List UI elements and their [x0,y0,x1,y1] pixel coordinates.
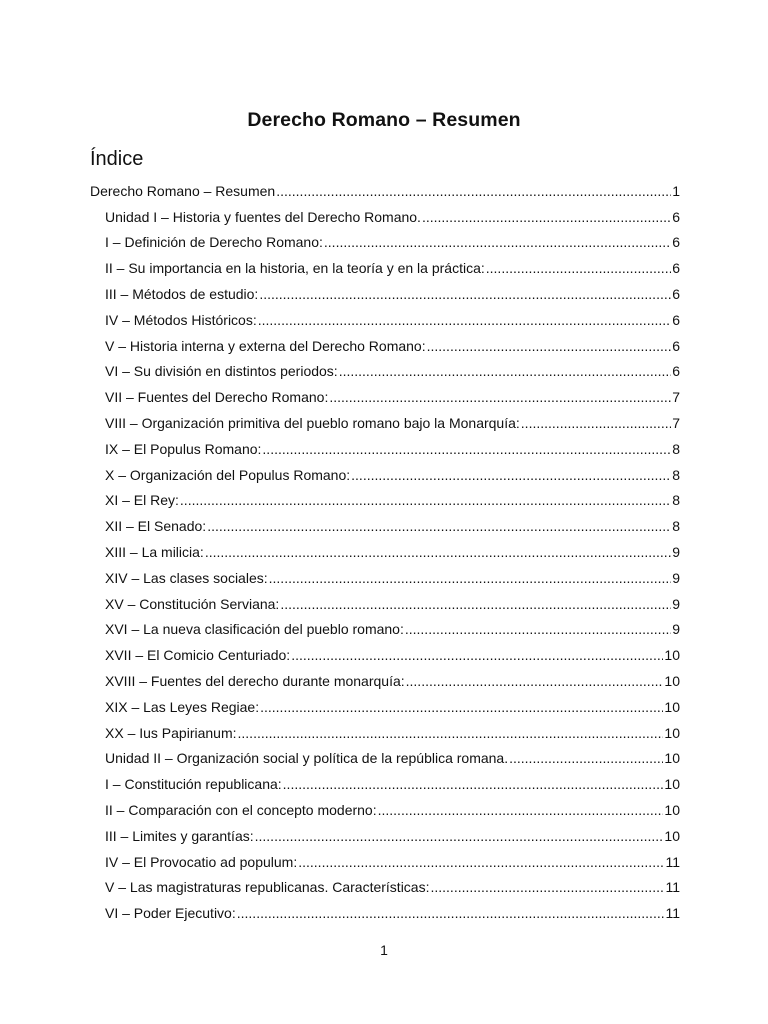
toc-dot-leader [324,233,671,251]
toc-dot-leader [298,853,664,871]
toc-dot-leader [280,595,671,613]
toc-entry-title: XI – El Rey: [105,492,179,509]
toc-entry-page: 9 [672,543,680,560]
toc-entry-title: XVIII – Fuentes del derecho durante monarquía: [105,672,405,689]
toc-entry[interactable] [90,174,680,200]
toc-entry[interactable] [90,638,680,664]
toc-entry[interactable] [90,871,680,897]
toc-entry-title: XV – Constitución Serviana: [105,595,280,612]
toc-entry-page: 6 [672,234,680,251]
toc-entry[interactable] [90,509,680,535]
toc-entry-page: 8 [672,492,680,509]
toc-entry[interactable] [90,277,680,303]
toc-dot-leader [255,827,664,845]
toc-entry-title: V – Historia interna y externa del Derecho Romano: [105,337,426,354]
toc-entry-title: III – Limites y garantías: [105,827,254,844]
toc-dot-leader [509,749,663,767]
toc-entry-page: 10 [664,750,680,767]
toc-dot-leader [180,491,671,509]
table-of-contents [90,174,680,922]
toc-entry-title: XVI – La nueva clasificación del pueblo romano: [105,621,404,638]
toc-dot-leader [260,698,663,716]
toc-entry-title: IV – Métodos Históricos: [105,311,257,328]
toc-entry-title: VII – Fuentes del Derecho Romano: [105,389,329,406]
toc-entry-page: 10 [664,647,680,664]
toc-entry[interactable] [90,406,680,432]
toc-entry[interactable] [90,767,680,793]
toc-entry-title: XIV – Las clases sociales: [105,569,268,586]
toc-entry-page: 6 [672,208,680,225]
toc-dot-leader [238,724,664,742]
toc-entry[interactable] [90,664,680,690]
toc-entry-title: II – Su importancia en la historia, en la teoría y en la práctica: [105,260,485,277]
toc-entry-title: V – Las magistraturas republicanas. Características: [105,879,430,896]
document-title: Derecho Romano – Resumen [247,109,521,131]
toc-dot-leader [406,672,664,690]
toc-entry-page: 1 [672,182,680,199]
toc-entry-page: 6 [672,260,680,277]
toc-entry-title: I – Constitución republicana: [105,776,282,793]
toc-dot-leader [276,182,671,200]
toc-dot-leader [378,801,664,819]
toc-entry-page: 6 [672,311,680,328]
toc-entry-title: VI – Poder Ejecutivo: [105,905,236,922]
toc-entry-page: 10 [664,827,680,844]
toc-entry[interactable] [90,819,680,845]
toc-entry[interactable] [90,587,680,613]
toc-entry-page: 8 [672,518,680,535]
toc-dot-leader [427,337,672,355]
toc-dot-leader [259,285,671,303]
toc-entry-page: 11 [665,853,680,870]
toc-entry-title: Unidad I – Historia y fuentes del Derecho Romano. [105,208,421,225]
toc-entry-title: IX – El Populus Romano: [105,440,262,457]
toc-entry-page: 6 [672,363,680,380]
toc-entry[interactable] [90,200,680,226]
toc-entry-title: VIII – Organización primitiva del pueblo romano bajo la Monarquía: [105,414,520,431]
toc-entry-page: 6 [672,285,680,302]
toc-entry-title: X – Organización del Populus Romano: [105,466,351,483]
toc-entry-page: 10 [664,801,680,818]
toc-dot-leader [269,569,672,587]
toc-dot-leader [283,775,664,793]
toc-entry-page: 10 [664,698,680,715]
toc-entry[interactable] [90,484,680,510]
toc-entry-title: II – Comparación con el concepto moderno: [105,801,377,818]
toc-entry[interactable] [90,355,680,381]
toc-entry-page: 6 [672,337,680,354]
toc-dot-leader [205,543,671,561]
toc-heading: Índice [90,148,144,170]
toc-entry[interactable] [90,561,680,587]
toc-dot-leader [422,208,671,226]
toc-entry-title: XVII – El Comicio Centuriado: [105,647,291,664]
toc-entry[interactable] [90,432,680,458]
toc-dot-leader [405,620,671,638]
toc-entry[interactable] [90,793,680,819]
toc-dot-leader [291,646,663,664]
toc-entry[interactable] [90,535,680,561]
toc-entry[interactable] [90,613,680,639]
toc-entry-title: XIX – Las Leyes Regiae: [105,698,260,715]
toc-entry-title: VI – Su división en distintos periodos: [105,363,338,380]
toc-entry-title: IV – El Provocatio ad populum: [105,853,298,870]
toc-entry-page: 11 [665,905,680,922]
toc-dot-leader [262,440,671,458]
toc-entry-page: 7 [672,389,680,406]
toc-entry-title: XX – Ius Papirianum: [105,724,237,741]
page-number: 1 [380,942,388,958]
toc-entry[interactable] [90,742,680,768]
toc-entry[interactable] [90,458,680,484]
toc-entry-page: 8 [672,440,680,457]
toc-entry-page: 7 [672,414,680,431]
toc-entry[interactable] [90,380,680,406]
toc-entry[interactable] [90,251,680,277]
toc-entry-page: 9 [672,569,680,586]
toc-entry[interactable] [90,845,680,871]
toc-dot-leader [258,311,671,329]
toc-entry-page: 10 [664,672,680,689]
toc-entry-title: Derecho Romano – Resumen [90,182,276,199]
toc-entry[interactable] [90,329,680,355]
toc-dot-leader [521,414,671,432]
toc-entry[interactable] [90,690,680,716]
toc-dot-leader [430,878,664,896]
toc-dot-leader [351,466,671,484]
toc-entry[interactable] [90,303,680,329]
toc-dot-leader [339,362,672,380]
toc-entry-page: 9 [672,621,680,638]
toc-entry-title: XII – El Senado: [105,518,207,535]
toc-entry-page: 10 [664,724,680,741]
toc-entry[interactable] [90,896,680,922]
toc-entry-page: 11 [665,879,680,896]
toc-entry[interactable] [90,716,680,742]
toc-entry-page: 9 [672,595,680,612]
toc-dot-leader [486,259,671,277]
toc-entry-page: 10 [664,776,680,793]
toc-entry-page: 8 [672,466,680,483]
toc-dot-leader [329,388,671,406]
toc-dot-leader [237,904,665,922]
toc-entry-title: I – Definición de Derecho Romano: [105,234,323,251]
toc-entry-title: Unidad II – Organización social y política de la república romana. [105,750,509,767]
toc-entry-title: XIII – La milicia: [105,543,204,560]
toc-dot-leader [207,517,671,535]
toc-entry-title: III – Métodos de estudio: [105,285,259,302]
toc-entry[interactable] [90,226,680,252]
